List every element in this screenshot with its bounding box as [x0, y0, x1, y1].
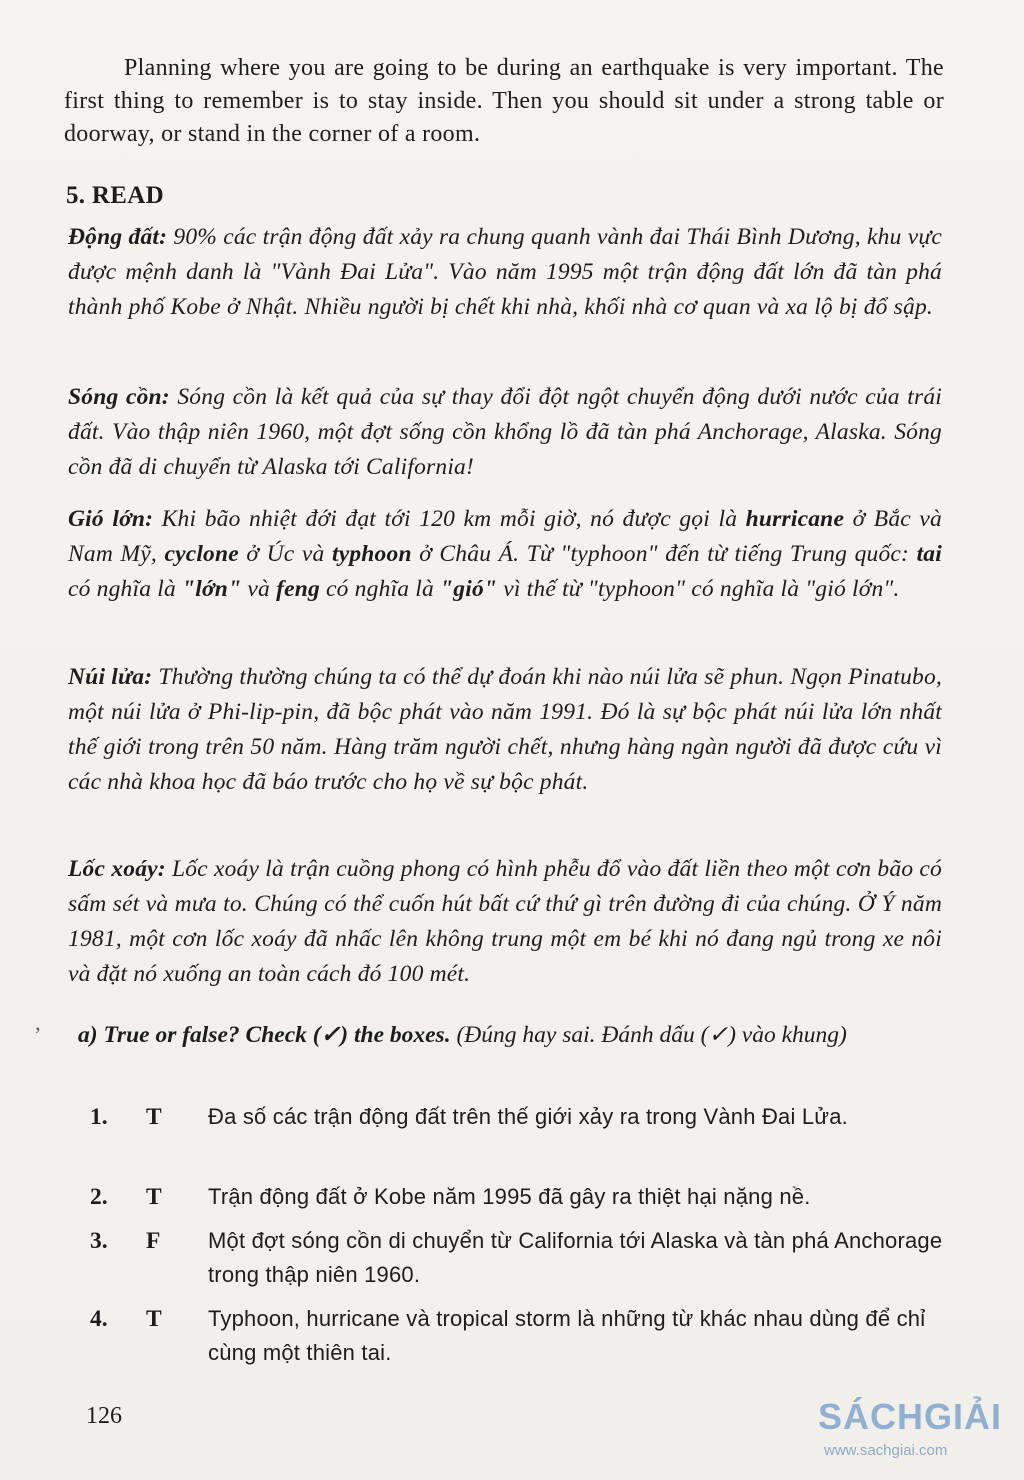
watermark-url: www.sachgiai.com [824, 1442, 948, 1459]
item-number: 2. [90, 1184, 108, 1210]
watermark-brand: SÁCHGIẢI [818, 1396, 1003, 1437]
paragraph-volcano [68, 660, 942, 800]
wind-text-5: có nghĩa là [68, 576, 183, 602]
wind-text-2: ở Bắc và Nam Mỹ, [68, 506, 943, 567]
term-strong-wind: Gió lớn: [68, 506, 154, 532]
paragraph-earthquake [68, 220, 942, 325]
term-tsunami: Sóng cồn: [68, 384, 170, 410]
wind-bold-typhoon: typhoon [331, 541, 412, 567]
item-answer: F [146, 1228, 161, 1254]
list-item [90, 1180, 950, 1216]
wind-text-8: vì thế từ "typhoon" có nghĩa là "gió lớn". [497, 576, 900, 602]
wind-text-3: ở Úc và [238, 541, 332, 567]
wind-bold-cyclone: cyclone [164, 541, 239, 567]
list-item [90, 1302, 950, 1372]
list-item [90, 1100, 950, 1170]
term-earthquake: Động đất: [68, 224, 168, 250]
term-tornado: Lốc xoáy: [68, 856, 166, 882]
wind-text-1: Khi bão nhiệt đới đạt tới 120 km mỗi giờ, nó được gọi là [153, 506, 746, 532]
wind-text-6: và [241, 576, 277, 602]
item-statement: Một đợt sóng cồn di chuyển từ California tới Alaska và tàn phá Anchorage trong thập niên 1960. [208, 1228, 943, 1287]
wind-text-7: có nghĩa là [319, 576, 441, 602]
wind-bold-tai: tai [916, 541, 942, 567]
list-item [90, 1224, 950, 1294]
item-answer: T [146, 1184, 162, 1210]
paragraph-tornado [68, 852, 942, 992]
item-answer: T [146, 1104, 162, 1130]
scan-mark: ’ [34, 1022, 42, 1047]
wind-bold-feng: feng [276, 576, 320, 602]
exercise-instruction [78, 1016, 948, 1054]
exercise-lead: a) True or false? Check (✓) the boxes. [78, 1022, 451, 1048]
item-statement: Trận động đất ở Kobe năm 1995 đã gây ra thiệt hại nặng nề. [208, 1184, 811, 1209]
paragraph-tsunami-text: Sóng cồn là kết quả của sự thay đổi đột ngột chuyển động dưới nước của trái đất. Vào thập niên 1960, một đợt sống cồn khổng lồ đã tàn phá Anchorage, Alaska. Sóng cồn đã di chuyển từ Alaska tới California! [68, 384, 943, 480]
watermark-logo [818, 1396, 1018, 1466]
item-number: 4. [90, 1306, 108, 1332]
term-volcano: Núi lửa: [68, 664, 153, 690]
item-answer: T [146, 1306, 162, 1332]
item-statement: Typhoon, hurricane và tropical storm là những từ khác nhau dùng để chỉ cùng một thiên tai. [208, 1306, 926, 1365]
exercise-translation: (Đúng hay sai. Đánh dấu (✓) vào khung) [450, 1022, 847, 1048]
paragraph-strong-wind [68, 502, 942, 607]
item-number: 1. [90, 1104, 108, 1130]
paragraph-volcano-text: Thường thường chúng ta có thể dự đoán khi nào núi lửa sẽ phun. Ngọn Pinatubo, một núi lửa ở Phi-lip-pin, đã bộc phát vào năm 1991. Đó là sự bộc phát núi lửa lớn nhất thế giới trong trên 50 năm. Hàng trăm người chết, nhưng hàng ngàn người đã được cứu vì các nhà khoa học đã báo trước cho họ về sự bộc phát. [68, 664, 942, 795]
intro-paragraph: Planning where you are going to be during an earthquake is very important. The first thing to remember is to stay inside. Then you should sit under a strong table or doorway, or stand in the corner of a room. [64, 55, 944, 147]
paragraph-earthquake-text: 90% các trận động đất xảy ra chung quanh vành đai Thái Bình Dương, khu vực được mệnh danh là "Vành Đai Lửa". Vào năm 1995 một trận động đất lớn đã tàn phá thành phố Kobe ở Nhật. Nhiều người bị chết khi nhà, khối nhà cơ quan và xa lộ bị đổ sập. [68, 224, 942, 320]
wind-bold-lon: "lớn" [182, 576, 242, 602]
item-statement: Đa số các trận động đất trên thế giới xảy ra trong Vành Đai Lửa. [208, 1104, 848, 1129]
page-number: 126 [86, 1403, 122, 1429]
section-heading: 5. READ [66, 182, 164, 209]
wind-bold-gio: "gió" [440, 576, 498, 602]
item-number: 3. [90, 1228, 108, 1254]
paragraph-tsunami [68, 380, 942, 485]
wind-bold-hurricane: hurricane [745, 506, 845, 532]
paragraph-tornado-text: Lốc xoáy là trận cuồng phong có hình phễu đổ vào đất liền theo một cơn bão có sấm sét và mưa to. Chúng có thể cuốn hút bất cứ thứ gì trên đường đi của chúng. Ở Ý năm 1981, một cơn lốc xoáy đã nhấc lên không trung một em bé khi nó đang ngủ trong xe nôi và đặt nó xuống an toàn cách đó 100 mét. [68, 856, 942, 987]
wind-text-4: ở Châu Á. Từ "typhoon" đến từ tiếng Trung quốc: [411, 541, 917, 567]
